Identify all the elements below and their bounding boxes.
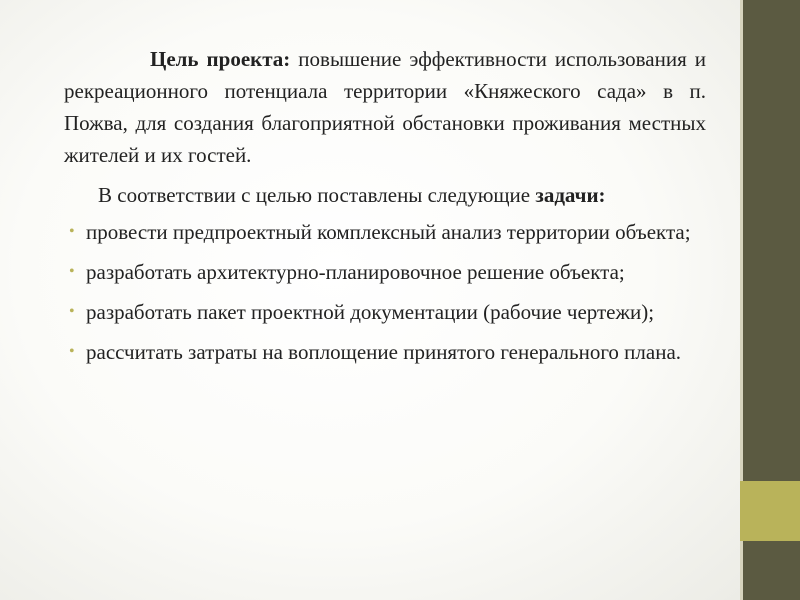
bullet-icon: • [69,303,75,320]
goal-label: Цель проекта: [150,47,291,71]
goal-paragraph [64,43,706,171]
slide-content [64,43,706,375]
bullet-icon: • [69,263,75,280]
side-decoration-bar [740,0,800,600]
task-text-4: рассчитать затраты на воплощение принятого генерального плана. [86,340,682,364]
task-text-2: разработать архитектурно-планировочное решение объекта; [86,260,625,284]
task-item-4 [64,335,706,369]
tasks-intro-paragraph [64,179,706,211]
goal-text: повышение эффективности использования и рекреационного потенциала территории «Княжеского сада» в п. Пожва, для создания благоприятной обстановки проживания местных жителей и их гостей. [64,47,706,167]
task-item-3 [64,295,706,329]
task-item-1 [64,215,706,249]
side-accent-block [740,481,800,541]
bullet-icon: • [69,343,75,360]
tasks-label: задачи: [535,183,606,207]
tasks-intro: В соответствии с целью поставлены следующие [98,183,536,207]
tasks-list [64,215,706,369]
bullet-icon: • [69,223,75,240]
task-item-2 [64,255,706,289]
task-text-1: провести предпроектный комплексный анализ территории объекта; [86,220,691,244]
task-text-3: разработать пакет проектной документации (рабочие чертежи); [86,300,655,324]
